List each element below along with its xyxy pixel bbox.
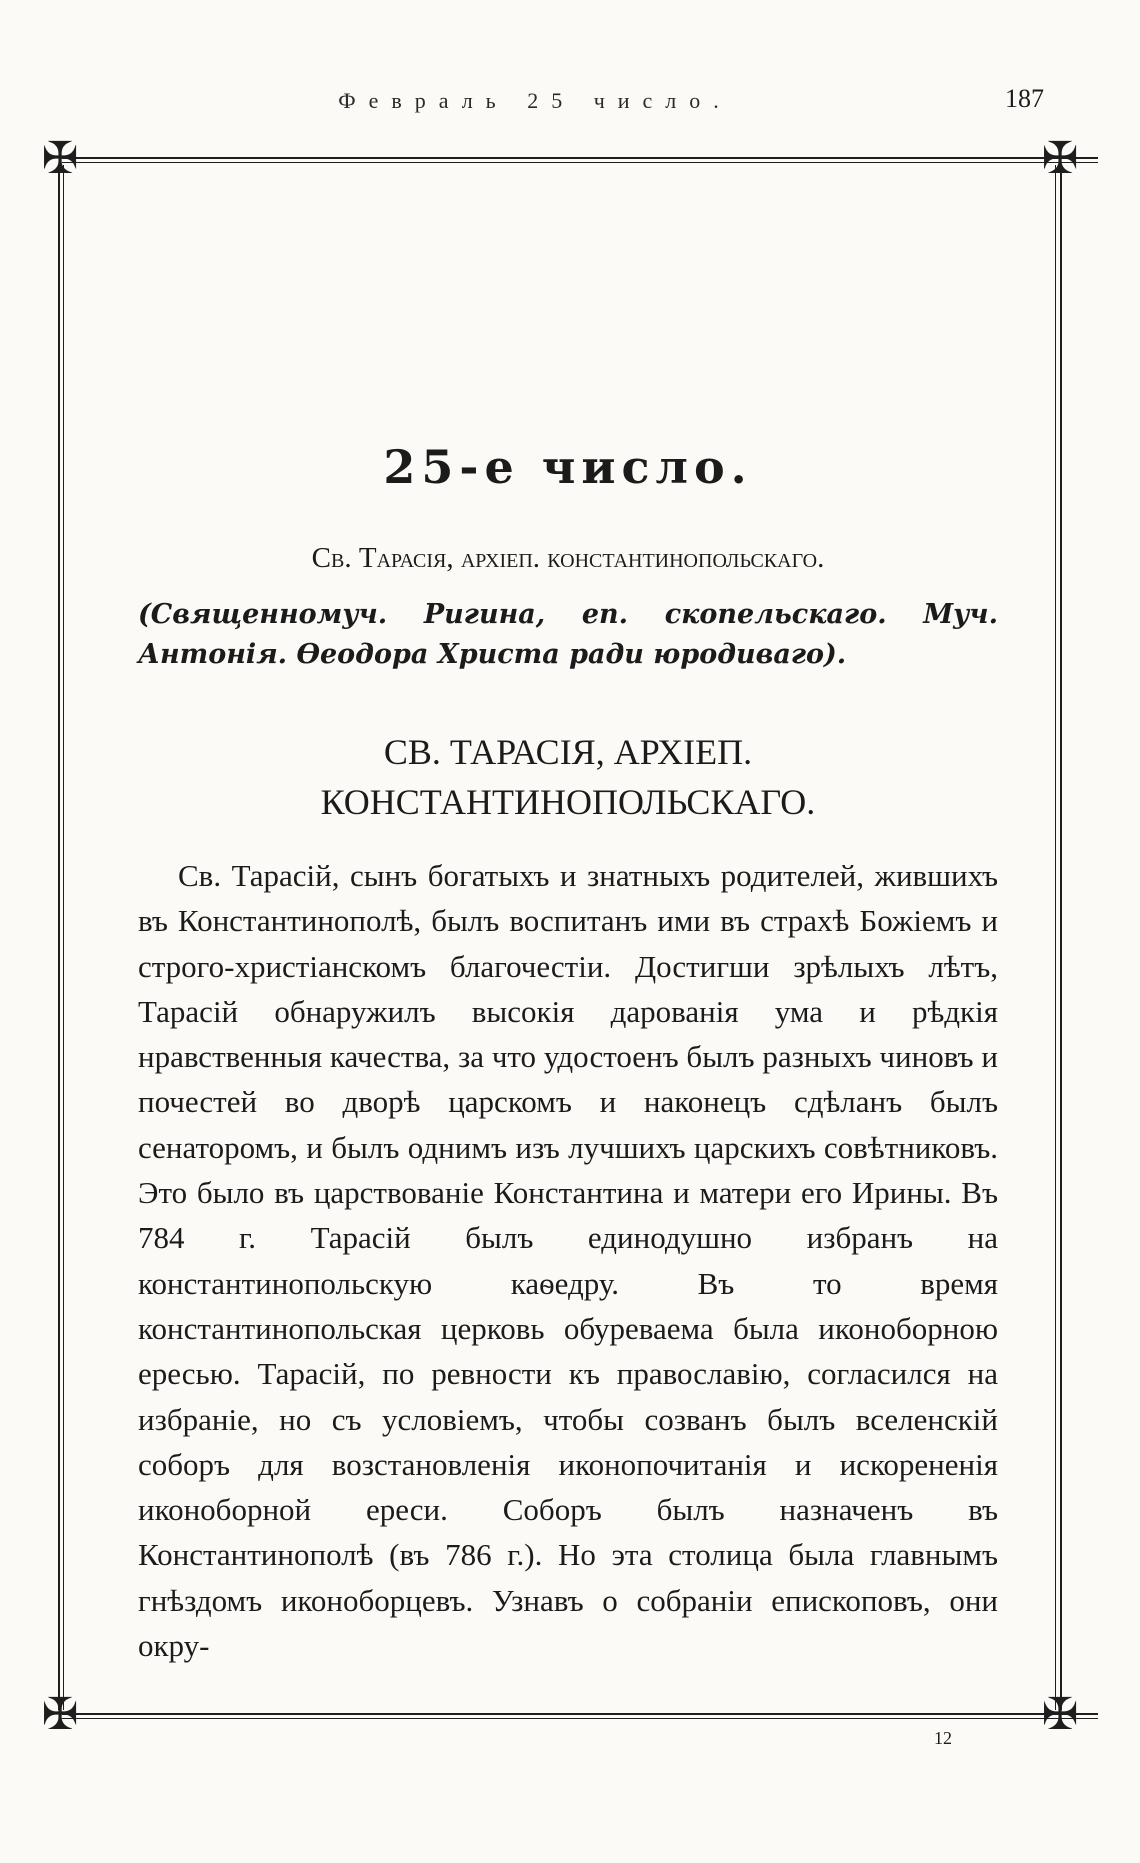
body-paragraph: Св. Тарасій, сынъ богатыхъ и знатныхъ родителей, жившихъ въ Константинополѣ, былъ воспитанъ ими въ страхѣ Божіемъ и строго-христіанскомъ благочестіи. Достигши зрѣлыхъ лѣтъ, Тарасій обнаружилъ высокія дарованія ума и рѣдкія нравственныя качества, за что удостоенъ былъ разныхъ чиновъ и почестей во дворѣ царскомъ и наконецъ сдѣланъ былъ сенаторомъ, и былъ однимъ изъ лучшихъ царскихъ совѣтниковъ. Это было въ царствованіе Константина и матери его Ирины. Въ 784 г. Тарасій былъ единодушно избранъ на константинопольскую каѳедру. Въ то время константинопольская церковь обуреваема была иконоборною ересью. Тарасій, по ревности къ православію, согласился на избраніе, но съ условіемъ, чтобы созванъ былъ вселенскій соборъ для возстановленія иконопочитанія и искорененія иконоборной ереси. Соборъ былъ назначенъ въ Константинополѣ (въ 786 г.). Но эта столица была главнымъ гнѣздомъ иконоборцевъ. Узнавъ о собраніи епископовъ, они окру- [138,858,998,1664]
running-head: Февраль 25 число. [338,88,732,113]
page-number: 187 [1005,84,1044,113]
frame-right-line-inner [1055,165,1056,1710]
saint-heading: Св. Тарасія, архіеп. константинопольскаго. [311,542,825,574]
commemoration-note: (Священномуч. Ригина, еп. скопельскаго. Муч. Антонія. Өеодора Христа ради юродиваго). [138,599,998,670]
frame-right-line [1060,165,1062,1710]
frame-top-line-inner [62,162,1098,163]
cross-ornament-icon: ✠ [1041,133,1079,184]
frame-bottom-line-inner [62,1718,1098,1719]
article-title: СВ. ТАРАСІЯ, АРХІЕП. КОНСТАНТИНОПОЛЬСКАГО. [320,732,816,822]
cross-ornament-icon: ✠ [1041,1689,1079,1740]
frame-left-line [58,165,60,1710]
cross-ornament-icon: ✠ [41,1689,79,1740]
frame-top-line [62,157,1098,159]
cross-ornament-icon: ✠ [41,133,79,184]
frame-bottom-line [62,1713,1098,1715]
main-content [138,410,998,1668]
section-title: 25-е число. [383,440,753,494]
frame-left-line-inner [63,165,64,1710]
signature-mark: 12 [934,1728,952,1748]
